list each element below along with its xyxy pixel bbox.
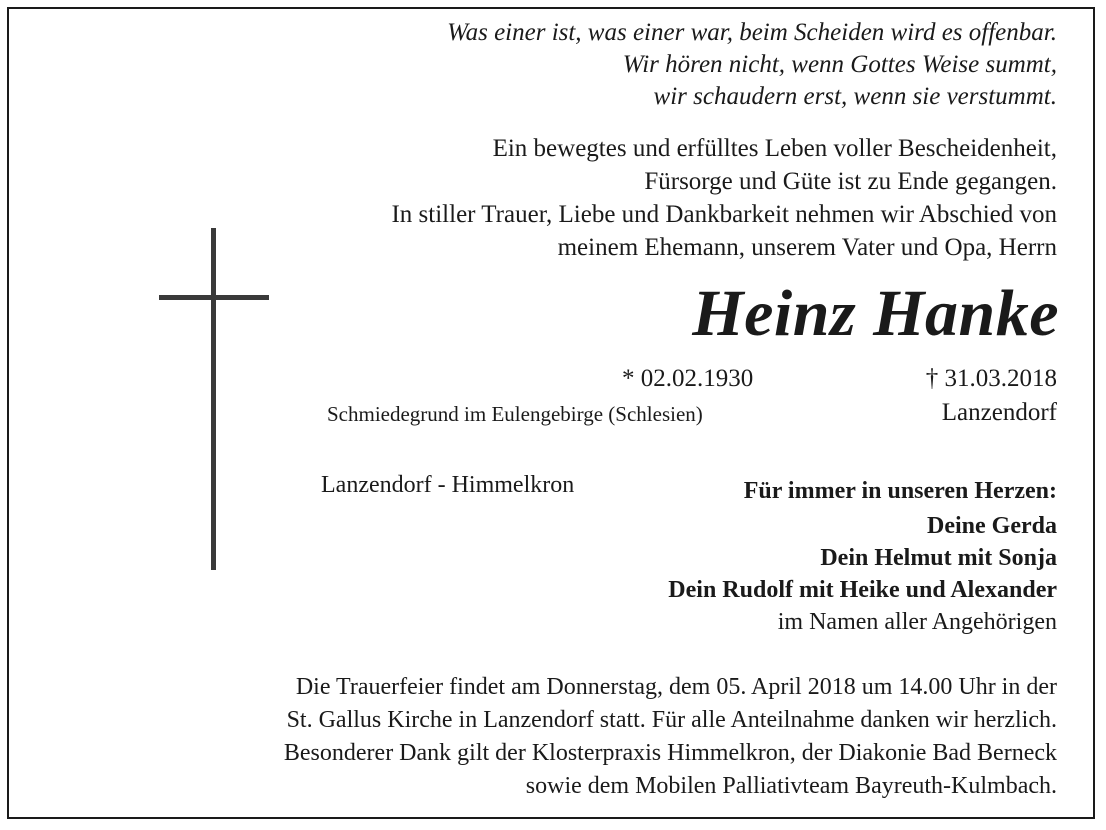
death-date: † 31.03.2018 bbox=[925, 365, 1057, 392]
poem-line: Was einer ist, was einer war, beim Scheiden wird es offenbar. bbox=[447, 19, 1057, 46]
death-place: Lanzendorf bbox=[941, 399, 1057, 426]
funeral-line: St. Gallus Kirche in Lanzendorf statt. Für alle Anteilnahme danken wir herzlich. bbox=[286, 707, 1057, 733]
funeral-notice bbox=[107, 671, 1057, 803]
family-location: Lanzendorf - Himmelkron bbox=[321, 472, 575, 498]
mourner-name: Dein Rudolf mit Heike und Alexander bbox=[668, 577, 1057, 603]
intro-line: meinem Ehemann, unserem Vater und Opa, Herrn bbox=[557, 234, 1057, 261]
intro-line: Ein bewegtes und erfülltes Leben voller Bescheidenheit, bbox=[492, 135, 1057, 162]
poem-line: wir schaudern erst, wenn sie verstummt. bbox=[653, 83, 1057, 110]
poem-verse bbox=[257, 17, 1057, 113]
funeral-line: Besonderer Dank gilt der Klosterpraxis Himmelkron, der Diakonie Bad Berneck bbox=[283, 740, 1057, 766]
mourners-heading: Für immer in unseren Herzen: bbox=[743, 478, 1057, 504]
mourners-closing: im Namen aller Angehörigen bbox=[777, 609, 1057, 635]
cross-icon-horizontal-beam bbox=[159, 295, 269, 300]
intro-line: Fürsorge und Güte ist zu Ende gegangen. bbox=[644, 168, 1057, 195]
intro-line: In stiller Trauer, Liebe und Dankbarkeit nehmen wir Abschied von bbox=[391, 201, 1057, 228]
deceased-name: Heinz Hanke bbox=[692, 277, 1059, 350]
mourner-name: Dein Helmut mit Sonja bbox=[820, 545, 1057, 571]
poem-line: Wir hören nicht, wenn Gottes Weise summt, bbox=[622, 51, 1057, 78]
intro-text bbox=[157, 132, 1057, 264]
birth-place: Schmiedegrund im Eulengebirge (Schlesien) bbox=[327, 402, 703, 426]
funeral-line: Die Trauerfeier findet am Donnerstag, dem 05. April 2018 um 14.00 Uhr in der bbox=[295, 674, 1057, 700]
mourner-name: Deine Gerda bbox=[927, 513, 1057, 539]
birth-date: * 02.02.1930 bbox=[622, 365, 754, 392]
funeral-line: sowie dem Mobilen Palliativteam Bayreuth-Kulmbach. bbox=[525, 773, 1057, 799]
cross-icon-vertical-beam bbox=[211, 228, 216, 570]
mourners-list bbox=[357, 510, 1057, 638]
